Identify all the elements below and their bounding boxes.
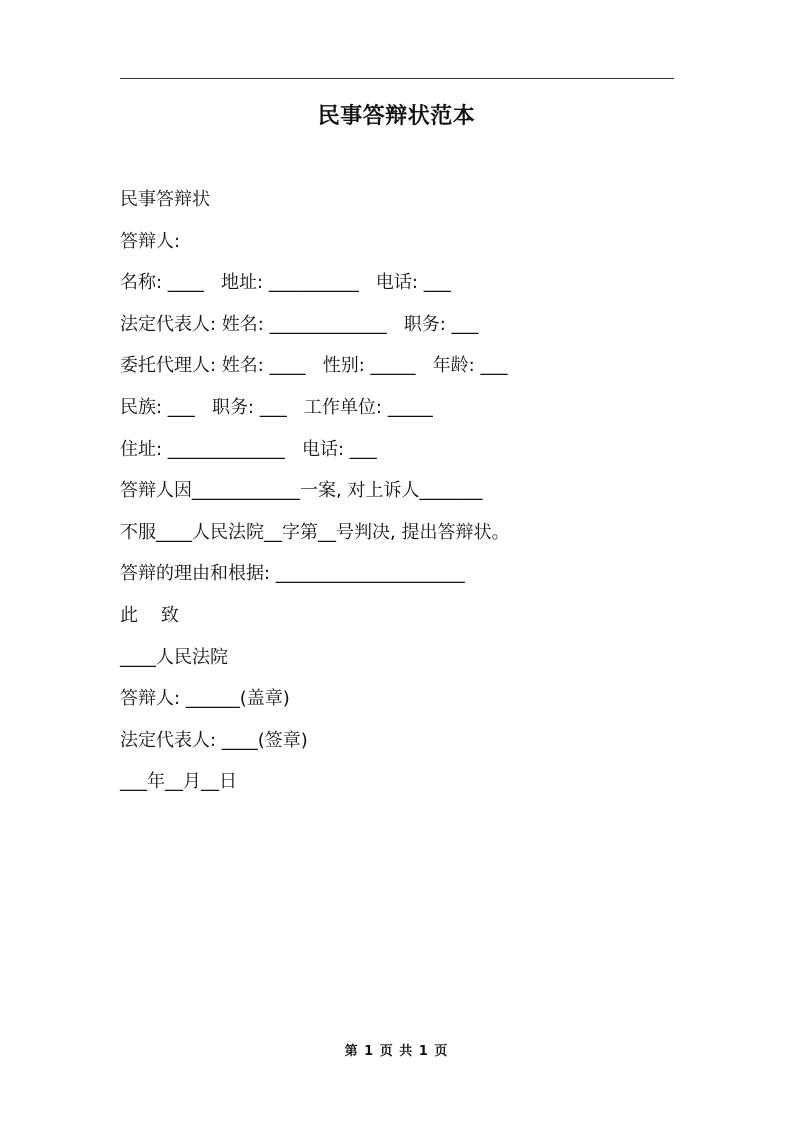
residence-phone-line: 住址: _____________ 电话: ___ — [120, 438, 377, 460]
name-address-phone-line: 名称: ____ 地址: __________ 电话: ___ — [120, 272, 451, 294]
ethnicity-position-employer-line: 民族: ___ 职务: ___ 工作单位: _____ — [120, 396, 433, 418]
legal-representative-line: 法定代表人: 姓名: _____________ 职务: ___ — [120, 313, 479, 335]
respondent-label-line: 答辩人: — [120, 230, 181, 252]
case-appellant-line: 答辩人因____________一案, 对上诉人_______ — [120, 480, 483, 502]
representative-signature-line: 法定代表人: ____(签章) — [120, 729, 308, 751]
document-body — [120, 186, 680, 810]
header-rule — [120, 78, 674, 79]
court-addressee-line: ____人民法院 — [120, 646, 228, 668]
heading-line: 民事答辩状 — [120, 189, 210, 210]
court-judgment-line: 不服____人民法院__字第__号判决, 提出答辩状。 — [120, 521, 510, 543]
date-line: ___年__月__日 — [120, 771, 237, 793]
reasons-basis-line: 答辩的理由和根据: _____________________ — [120, 563, 465, 585]
agent-line: 委托代理人: 姓名: ____ 性别: _____ 年龄: ___ — [120, 355, 508, 377]
salutation-line: 此 致 — [120, 604, 179, 626]
document-title: 民事答辩状范本 — [317, 104, 476, 129]
page-number-footer: 第 1 页 共 1 页 — [344, 1044, 449, 1059]
respondent-seal-line: 答辩人: ______(盖章) — [120, 688, 290, 710]
